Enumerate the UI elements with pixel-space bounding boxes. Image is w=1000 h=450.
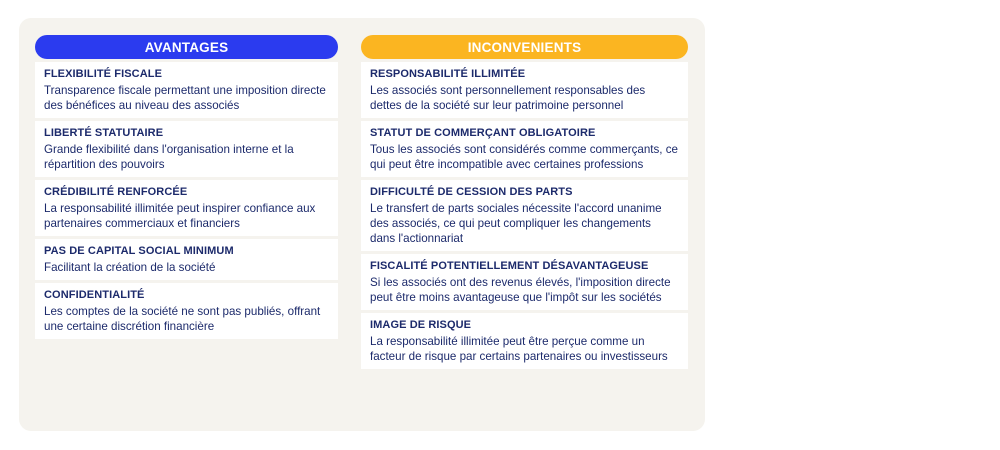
inconvenient-title: RESPONSABILITÉ ILLIMITÉE — [370, 68, 526, 80]
advantage-title: CRÉDIBILITÉ RENFORCÉE — [44, 186, 188, 198]
advantage-title: LIBERTÉ STATUTAIRE — [44, 127, 164, 139]
inconvenient-card-taxation — [361, 254, 688, 310]
advantage-card-confidentiality — [35, 283, 338, 339]
inconvenients-header: INCONVENIENTS — [361, 35, 688, 59]
advantage-title: FLEXIBILITÉ FISCALE — [44, 68, 163, 80]
inconvenient-text: Les associés sont personnellement responsables des dettes de la société sur leur patrimoine personnel — [370, 84, 646, 112]
inconvenient-title: DIFFICULTÉ DE CESSION DES PARTS — [370, 186, 573, 198]
advantage-card-no-minimum-capital — [35, 239, 338, 280]
inconvenient-title: IMAGE DE RISQUE — [370, 319, 472, 331]
inconvenient-text: Si les associés ont des revenus élevés, l'imposition directe peut être moins avantageuse que l'impôt sur les sociétés — [370, 276, 671, 304]
advantage-title: CONFIDENTIALITÉ — [44, 289, 145, 301]
inconvenients-list — [361, 62, 688, 369]
advantage-card-credibility — [35, 180, 338, 236]
advantage-text: La responsabilité illimitée peut inspirer confiance aux partenaires commerciaux et financiers — [44, 202, 316, 230]
advantage-card-statutory-freedom — [35, 121, 338, 177]
inconvenient-card-risk-image — [361, 313, 688, 369]
inconvenient-title: FISCALITÉ POTENTIELLEMENT DÉSAVANTAGEUSE — [370, 260, 649, 272]
advantage-text: Les comptes de la société ne sont pas publiés, offrant une certaine discrétion financière — [44, 305, 321, 333]
advantage-title: PAS DE CAPITAL SOCIAL MINIMUM — [44, 245, 234, 257]
advantage-text: Grande flexibilité dans l'organisation interne et la répartition des pouvoirs — [44, 143, 294, 171]
inconvenient-card-merchant-status — [361, 121, 688, 177]
advantage-card-fiscal-flexibility — [35, 62, 338, 118]
comparison-panel — [19, 18, 705, 431]
inconvenient-text: La responsabilité illimitée peut être perçue comme un facteur de risque par certains partenaires ou investisseurs — [370, 335, 668, 363]
inconvenient-card-unlimited-liability — [361, 62, 688, 118]
inconvenient-text: Le transfert de parts sociales nécessite l'accord unanime des associés, ce qui peut compliquer les changements dans l'actionnariat — [370, 202, 662, 245]
inconvenient-card-share-transfer — [361, 180, 688, 251]
inconvenients-column — [361, 35, 688, 372]
advantage-text: Facilitant la création de la société — [44, 261, 216, 274]
advantages-list — [35, 62, 338, 339]
advantages-header: AVANTAGES — [35, 35, 338, 59]
inconvenient-title: STATUT DE COMMERÇANT OBLIGATOIRE — [370, 127, 596, 139]
inconvenient-text: Tous les associés sont considérés comme commerçants, ce qui peut être incompatible avec certaines professions — [370, 143, 678, 171]
advantages-column — [35, 35, 338, 342]
advantage-text: Transparence fiscale permettant une imposition directe des bénéfices au niveau des associés — [44, 84, 326, 112]
